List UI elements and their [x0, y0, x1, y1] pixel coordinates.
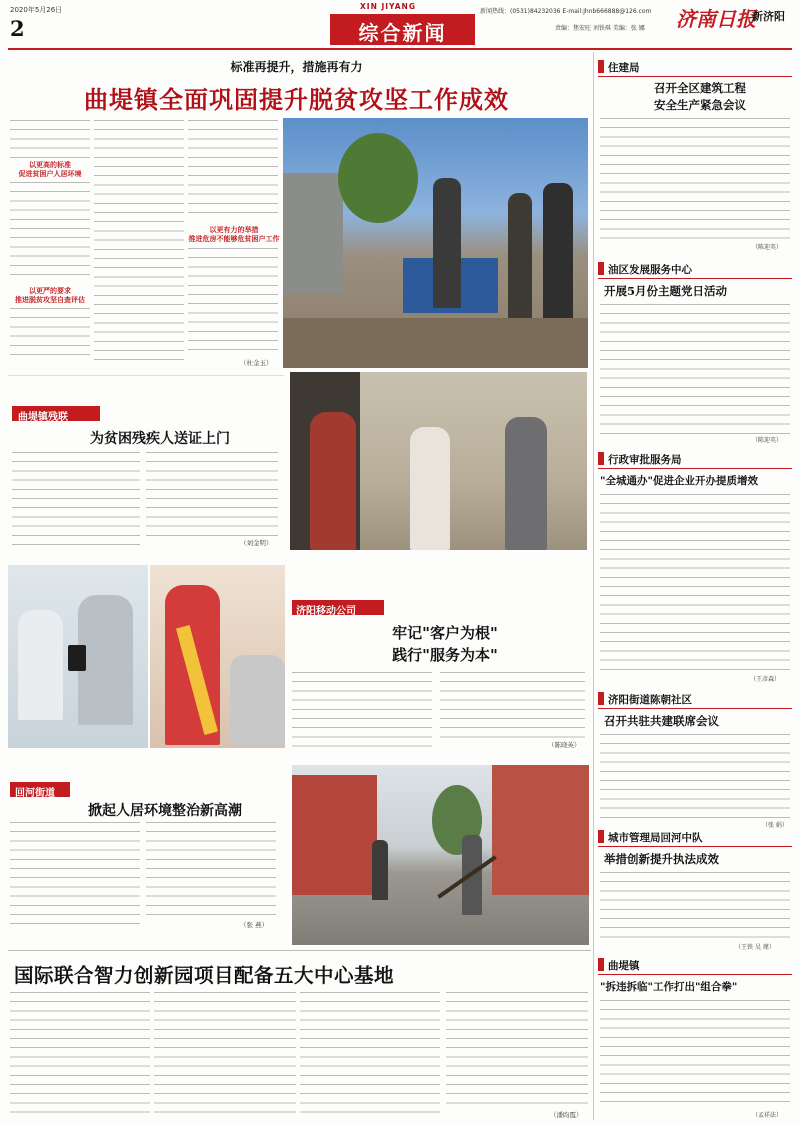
sidebar-text	[600, 872, 790, 942]
sidebar-rule	[598, 278, 792, 279]
mobile-tag: 济阳移动公司	[296, 606, 356, 617]
mobile-photo-1	[8, 565, 148, 748]
header-rule	[8, 48, 792, 50]
huihe-col2-text	[146, 822, 276, 920]
photo-person	[508, 193, 532, 323]
sidebar-marker	[598, 958, 604, 971]
lead-col1-text	[10, 120, 90, 158]
sidebar-text	[600, 734, 790, 820]
hotline: 新闻热线：(0531)84232036 E-mail:jhnb666888@126.com	[480, 8, 652, 15]
lead-col1-text	[10, 182, 90, 282]
bottom-title: 国际联合智力创新园项目配备五大中心基地	[14, 964, 395, 987]
sidebar-rule	[598, 76, 792, 77]
sidebar-signature: （陈迎英）	[752, 244, 783, 251]
huihe-photo	[292, 765, 589, 945]
photo-building	[283, 173, 343, 293]
bottom-signature: （潘昀霞）	[550, 1111, 583, 1119]
lead-kicker: 标准再提升，措施再有力	[230, 60, 363, 74]
sidebar-title: 开展5月份主题党日活动	[604, 284, 728, 298]
disabled-tag: 曲堤镇残联	[18, 412, 68, 423]
sidebar-signature: （王铁 吴 瑾）	[735, 944, 775, 951]
huihe-signature: （张 燕）	[240, 921, 269, 929]
photo-person	[18, 610, 63, 720]
photo-building	[492, 765, 589, 895]
lead-photo	[283, 118, 588, 368]
lead-col2-text	[94, 120, 184, 360]
newspaper-brand-sub: 新济阳	[752, 10, 785, 23]
sidebar-title: "全城通办"促进企业开办提质增效	[600, 475, 758, 487]
bottom-col4-text	[446, 992, 588, 1110]
section-pinyin: XIN JIYANG	[360, 2, 416, 11]
sidebar-label: 曲堤镇	[608, 960, 640, 972]
photo-person	[78, 595, 133, 725]
sidebar-divider	[593, 52, 594, 1120]
lead-subhead-3: 以更有力的举措 推进危房不能够危贫困户工作	[188, 225, 280, 243]
mobile-col2-text	[440, 672, 585, 740]
sidebar-rule	[598, 846, 792, 847]
photo-person	[410, 427, 450, 550]
lead-subhead-2: 以更严的要求 推进脱贫攻坚自查评估	[15, 286, 85, 304]
sidebar-signature: （王彦森）	[750, 676, 781, 683]
disabled-col2-text	[146, 452, 278, 537]
disabled-photo	[290, 372, 587, 550]
photo-rubble	[283, 318, 588, 368]
lead-col1-text	[10, 308, 90, 358]
sidebar-marker	[598, 262, 604, 275]
sidebar-label: 油区发展服务中心	[608, 264, 692, 276]
bottom-col2-text	[154, 992, 296, 1118]
sidebar-title: 召开全区建筑工程 安全生产紧急会议	[654, 81, 746, 112]
disabled-signature: （刘金明）	[240, 539, 273, 547]
photo-tree	[338, 133, 418, 223]
bottom-divider	[8, 950, 591, 951]
photo-person	[230, 655, 285, 745]
photo-phone	[68, 645, 86, 671]
sidebar-marker	[598, 452, 604, 465]
huihe-col1-text	[10, 822, 140, 930]
photo-person	[310, 412, 356, 550]
newspaper-brand: 济南日报	[676, 7, 756, 31]
sidebar-label: 住建局	[608, 62, 640, 74]
bottom-col1-text	[10, 992, 150, 1118]
sidebar-text	[600, 304, 790, 434]
sidebar-signature: （孟祥法）	[752, 1112, 783, 1119]
photo-person	[543, 183, 573, 333]
lead-signature: （杜金玉）	[240, 359, 273, 367]
sidebar-rule	[598, 708, 792, 709]
page-number: 2	[10, 16, 25, 41]
sidebar-text	[600, 118, 790, 242]
sidebar-text	[600, 1000, 790, 1110]
bottom-col3-text	[300, 992, 440, 1118]
sidebar-rule	[598, 974, 792, 975]
photo-person	[372, 840, 388, 900]
mobile-col1-text	[292, 672, 432, 750]
huihe-tag: 回河街道	[15, 788, 55, 799]
sidebar-label: 济阳街道陈朝社区	[608, 694, 692, 706]
mobile-title: 牢记"客户为根" 践行"服务为本"	[392, 624, 498, 664]
sidebar-marker	[598, 692, 604, 705]
sidebar-label: 城市管理局回河中队	[608, 832, 703, 844]
mobile-photo-2	[150, 565, 285, 748]
photo-person	[505, 417, 547, 550]
lead-title: 曲堤镇全面巩固提升脱贫攻坚工作成效	[84, 85, 509, 114]
lead-col3-text	[188, 248, 278, 356]
section-title: 综合新闻	[358, 21, 447, 45]
sidebar-rule	[598, 468, 792, 469]
sidebar-marker	[598, 830, 604, 843]
lead-subhead-1: 以更高的标准 促进贫困户人居环境	[18, 160, 82, 178]
mobile-signature: （陈晓英）	[548, 741, 581, 749]
editor-credit: 责编：焦宏旺 刘铁琪 美编：张 娜	[555, 25, 645, 32]
sidebar-text	[600, 494, 790, 674]
lead-col3-text	[188, 120, 278, 220]
photo-person	[433, 178, 461, 308]
sidebar-title: 召开共驻共建联席会议	[604, 714, 719, 728]
sidebar-signature: （张 娟）	[762, 822, 788, 829]
disabled-col1-text	[12, 452, 140, 548]
page-date: 2020年5月26日	[10, 6, 63, 14]
disabled-title: 为贫困残疾人送证上门	[90, 431, 230, 447]
huihe-title: 掀起人居环境整治新高潮	[88, 803, 242, 819]
photo-building	[292, 775, 377, 895]
sidebar-label: 行政审批服务局	[608, 454, 682, 466]
sidebar-title: 举措创新提升执法成效	[604, 852, 719, 866]
sidebar-signature: （陈迎英）	[752, 437, 783, 444]
sidebar-title: "拆违拆临"工作打出"组合拳"	[600, 981, 738, 993]
sidebar-marker	[598, 60, 604, 73]
